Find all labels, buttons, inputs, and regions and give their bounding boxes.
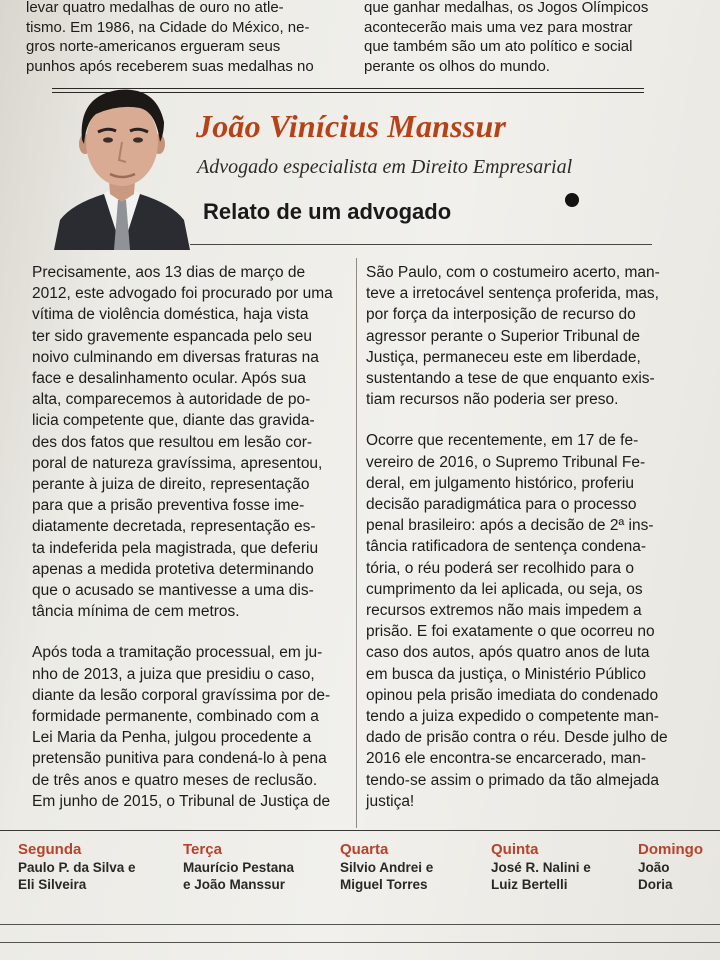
text-line: agressor perante o Superior Tribunal de: [366, 327, 640, 345]
text-line: perante à juiza de direito, representação: [32, 476, 310, 494]
text-line: de três anos e quatro meses de reclusão.: [32, 771, 318, 789]
day-label: Quarta: [340, 841, 389, 858]
text-line: que ganhar medalhas, os Jogos Olímpicos: [364, 0, 649, 16]
text-line: alta, comparecemos à autoridade de po-: [32, 391, 311, 409]
text-line: vítima de violência doméstica, haja vista: [32, 306, 309, 324]
text-line: decisão paradigmática para o processo: [366, 496, 637, 514]
text-line: que também são um ato político e social: [364, 38, 633, 55]
text-line: formidade permanente, combinado com a: [32, 708, 319, 726]
text-line: tória, o réu poderá ser recolhido para o: [366, 559, 634, 577]
schedule-sunday: [638, 841, 703, 893]
day-label: Quinta: [491, 841, 539, 858]
text-line: Justiça, permaneceu este em liberdade,: [366, 348, 641, 366]
paragraph: [366, 262, 692, 410]
text-line: tância mínima de cem metros.: [32, 603, 240, 621]
text-line: pretensão punitiva para condená-lo à pena: [32, 750, 327, 768]
columnist-names: Luiz Bertelli: [491, 877, 568, 892]
text-line: Após toda a tramitação processual, em ju-: [32, 644, 323, 662]
paragraph: [32, 642, 350, 812]
text-line: diatamente decretada, representação es-: [32, 518, 316, 536]
text-line: para que a prisão preventiva fosse ime-: [32, 497, 305, 515]
text-line: Ocorre que recentemente, em 17 de fe-: [366, 432, 639, 450]
text-line: penal brasileiro: após a decisão de 2ª ins-: [366, 517, 654, 535]
text-line: 2012, este advogado foi procurado por uma: [32, 285, 333, 303]
schedule-monday: [18, 841, 136, 893]
author-portrait: [52, 82, 192, 250]
author-name: João Vinícius Manssur: [196, 108, 507, 144]
text-line: tendo a juiza expedido o competente man-: [366, 708, 659, 726]
text-line: cumprimento da lei aplicada, ou seja, os: [366, 580, 643, 598]
schedule-tuesday: [183, 841, 294, 893]
article-body-right-column: [366, 262, 692, 832]
text-line: tância ratificadora de sentença condena-: [366, 538, 647, 556]
text-line: tiam recursos não poderia ser preso.: [366, 391, 619, 409]
text-line: perante os olhos do mundo.: [364, 57, 550, 75]
column-divider: [356, 258, 357, 828]
text-line: por força da interposição de recurso do: [366, 306, 636, 324]
columnist-names: Miguel Torres: [340, 877, 428, 892]
text-line: face e desalinhamento ocular. Após sua: [32, 370, 307, 388]
text-line: levar quatro medalhas de ouro no atle-: [26, 0, 284, 16]
text-line: diante da lesão corporal gravíssima por de-: [32, 686, 331, 704]
text-line: caso dos autos, após quatro anos de luta: [366, 644, 650, 662]
text-line: em busca da justiça, o Ministério Público: [366, 665, 646, 683]
text-line: licia competente que, diante das gravida-: [32, 412, 315, 430]
bottom-divider: [0, 942, 720, 943]
text-line: ter sido gravemente espancada pelo seu: [32, 327, 313, 345]
text-line: São Paulo, com o costumeiro acerto, man-: [366, 264, 660, 281]
columnist-names: José R. Nalini e: [491, 860, 591, 875]
text-line: noivo culminando em diversas fraturas na: [32, 348, 319, 366]
columnist-names: Maurício Pestana: [183, 860, 295, 875]
footer-divider: [0, 830, 720, 831]
schedule-thursday: [491, 841, 591, 893]
text-line: opinou pela prisão imediata do condenado: [366, 686, 659, 704]
text-line: Lei Maria da Penha, julgou procedente a: [32, 729, 312, 747]
header-divider: [190, 244, 652, 245]
text-line: apenas a medida protetiva determinando: [32, 560, 314, 578]
article-body-left-column: [32, 262, 350, 832]
headline-bullet: [565, 193, 579, 207]
text-line: Precisamente, aos 13 dias de março de: [32, 264, 306, 281]
text-line: vereiro de 2016, o Supremo Tribunal Fe-: [366, 453, 646, 471]
author-title: Advogado especialista em Direito Empresarial: [197, 156, 573, 178]
text-line: des dos fatos que resultou em lesão cor-: [32, 433, 313, 451]
text-line: nho de 2013, a juiza que presidiu o caso,: [32, 665, 315, 683]
columnist-names: e João Manssur: [183, 877, 286, 892]
text-line: teve a irretocável sentença proferida, mas,: [366, 285, 659, 303]
schedule-wednesday: [340, 841, 433, 893]
day-label: Segunda: [18, 841, 82, 858]
text-line: Em junho de 2015, o Tribunal de Justiça de: [32, 792, 331, 810]
text-line: recursos extremos não mais impedem a: [366, 602, 642, 620]
text-line: ta indeferida pela magistrada, que deferiu: [32, 539, 319, 557]
text-line: punhos após receberem suas medalhas no: [26, 57, 314, 75]
text-line: gros norte-americanos ergueram seus: [26, 38, 281, 55]
text-line: justiça!: [366, 792, 415, 810]
previous-article-left-column: [26, 0, 346, 76]
text-line: acontecerão mais uma vez para mostrar: [364, 18, 633, 36]
text-line: prisão. E foi exatamente o que ocorreu no: [366, 623, 655, 641]
columnist-names: Paulo P. da Silva e: [18, 860, 136, 875]
text-line: tismo. Em 1986, na Cidade do México, ne-: [26, 18, 310, 36]
bottom-divider: [0, 924, 720, 925]
columnist-names: Eli Silveira: [18, 877, 87, 892]
text-line: 2016 ele encontra-se encarcerado, man-: [366, 750, 647, 768]
text-line: que o acusado se mantivesse a uma dis-: [32, 582, 314, 600]
text-line: sustentando a tese de que enquanto exis-: [366, 370, 655, 388]
previous-article-right-column: [364, 0, 654, 76]
article-headline: Relato de um advogado: [203, 199, 452, 224]
paragraph: [366, 430, 692, 812]
paragraph: [32, 262, 350, 622]
columnist-names: Doria: [638, 877, 673, 892]
day-label: Domingo: [638, 841, 703, 858]
columnist-names: Silvio Andrei e: [340, 860, 434, 875]
columnist-names: João: [638, 860, 670, 875]
text-line: tendo-se assim o primado da tão almejada: [366, 771, 659, 789]
text-line: dado de prisão contra o réu. Desde julho de: [366, 729, 668, 747]
text-line: poral de natureza gravíssima, apresentou,: [32, 454, 323, 472]
text-line: deral, em julgamento histórico, proferiu: [366, 474, 634, 492]
day-label: Terça: [183, 841, 222, 858]
